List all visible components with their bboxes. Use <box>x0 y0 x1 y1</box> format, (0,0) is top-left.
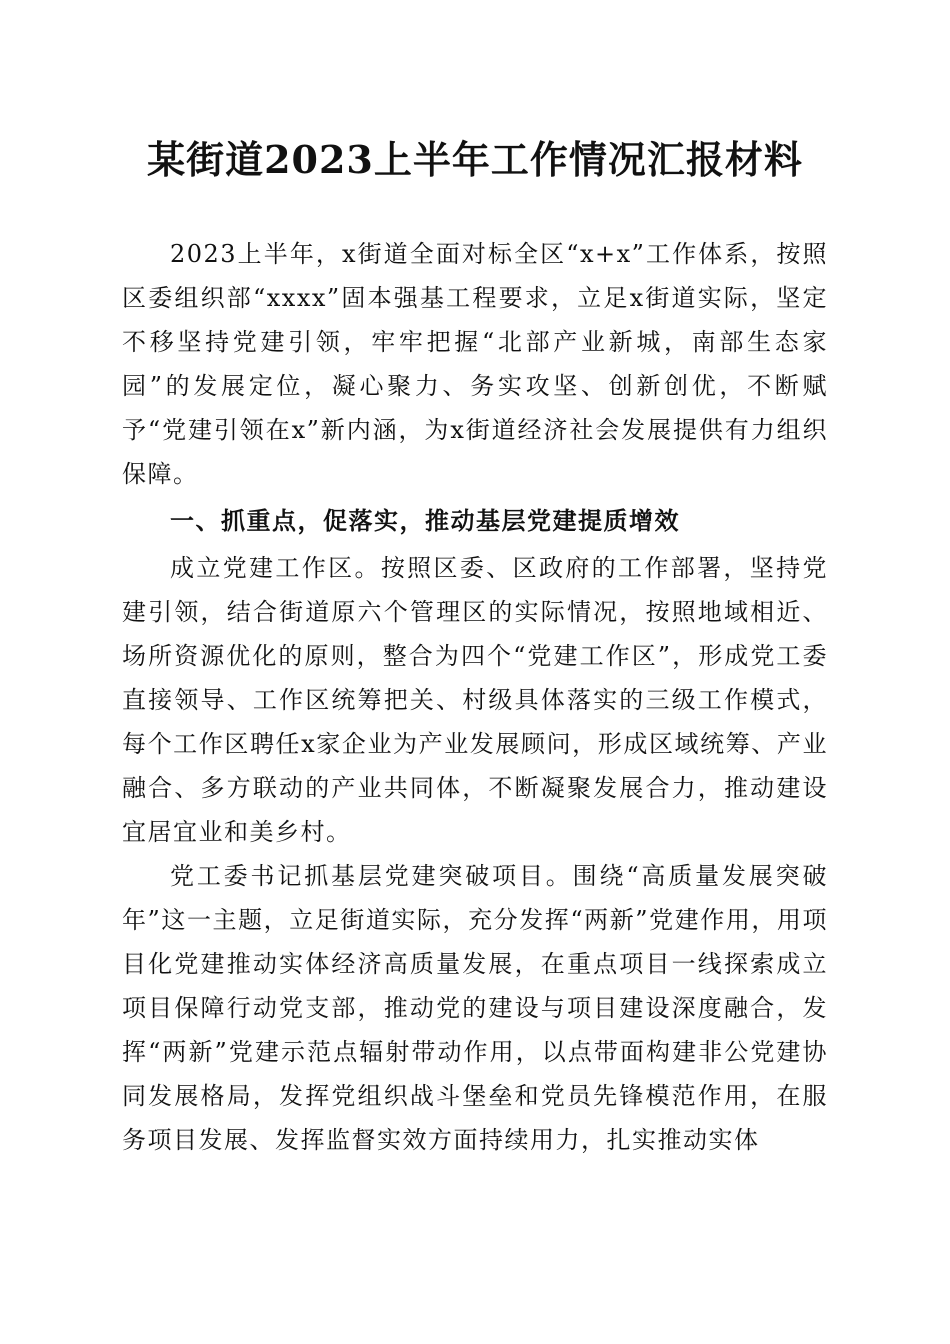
body-paragraph-secretary-project: 党工委书记抓基层党建突破项目。围绕“高质量发展突破年”这一主题，立足街道实际，充分发挥“两新”党建作用，用项目化党建推动实体经济高质量发展，在重点项目一线探索成立项目保障行动党支部，推动党的建设与项目建设深度融合，发挥“两新”党建示范点辐射带动作用，以点带面构建非公党建协同发展格局，发挥党组织战斗堡垒和党员先锋模范作用，在服务项目发展、发挥监督实效方面持续用力，扎实推动实体 <box>122 862 828 1154</box>
intro-paragraph: 2023上半年，x街道全面对标全区“x+x”工作体系，按照区委组织部“xxxx”固本强基工程要求，立足x街道实际，坚定不移坚持党建引领，牢牢把握“北部产业新城，南部生态家园”的发展定位，凝心聚力、务实攻坚、创新创优，不断赋予“党建引领在x”新内涵，为x街道经济社会发展提供有力组织保障。 <box>122 240 828 488</box>
document-title: 某街道2023上半年工作情况汇报材料 <box>147 137 803 182</box>
body-paragraph-work-zone: 成立党建工作区。按照区委、区政府的工作部署，坚持党建引领，结合街道原六个管理区的实际情况，按照地域相近、场所资源优化的原则，整合为四个“党建工作区”，形成党工委直接领导、工作区统筹把关、村级具体落实的三级工作模式，每个工作区聘任x家企业为产业发展顾问，形成区域统筹、产业融合、多方联动的产业共同体，不断凝聚发展合力，推动建设宜居宜业和美乡村。 <box>122 554 828 846</box>
document-body <box>122 232 828 1162</box>
section-heading-1: 一、抓重点，促落实，推动基层党建提质增效 <box>170 507 680 535</box>
